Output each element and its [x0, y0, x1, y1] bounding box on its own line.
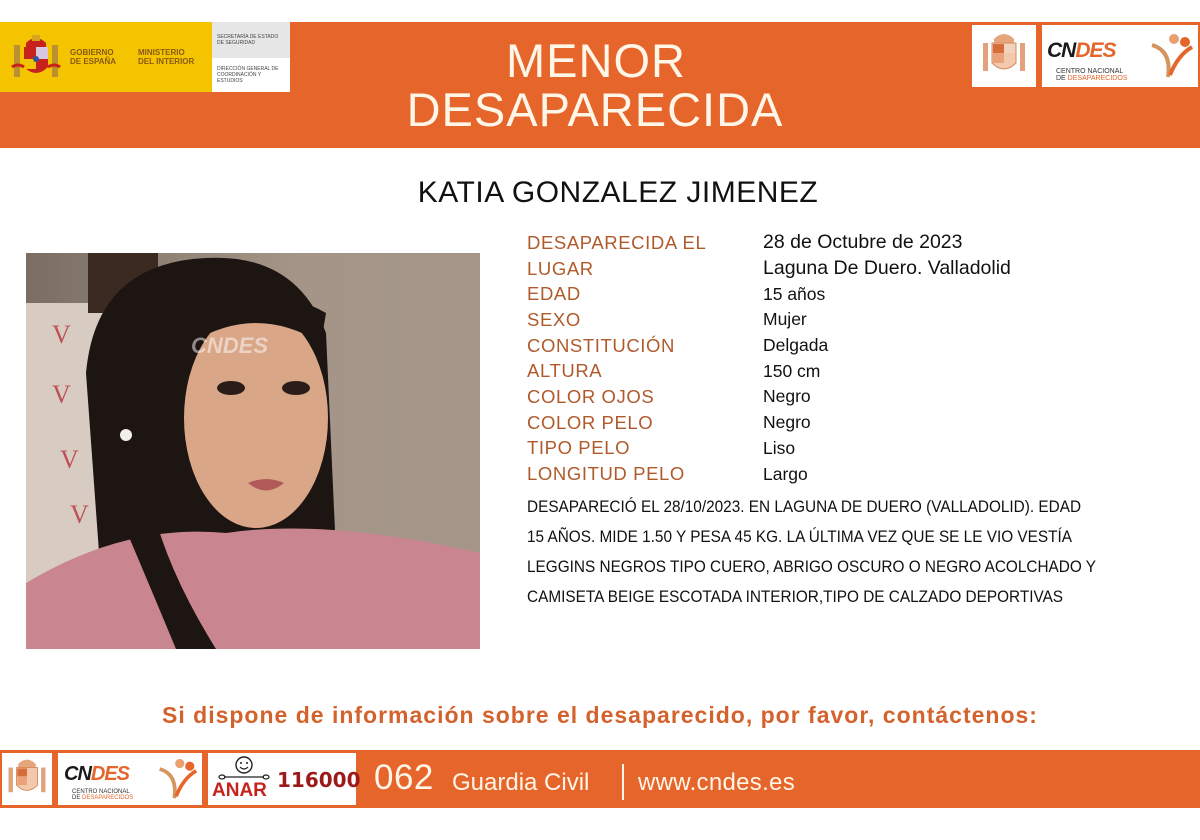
detail-row-age [527, 281, 1011, 307]
title-line-1: MENOR [506, 34, 686, 87]
footer-divider [622, 764, 624, 800]
detail-row-height [527, 358, 1011, 384]
cndes-logo [1042, 25, 1198, 87]
smiley-face-icon [216, 755, 272, 783]
detail-label: LUGAR [527, 257, 594, 279]
detail-label: SEXO [527, 308, 581, 330]
secretariat-text: SECRETARÍA DE ESTADO DE SEGURIDAD [212, 22, 290, 58]
detail-row-hair-color [527, 410, 1011, 436]
missing-person-photo [26, 253, 480, 649]
spain-coat-of-arms-icon [5, 755, 49, 803]
ministerio-text: MINISTERIO DEL INTERIOR [138, 48, 195, 66]
detail-value: Largo [763, 463, 808, 484]
phone-label: Guardia Civil [452, 769, 590, 796]
description-line: 15 AÑOS. MIDE 1.50 Y PESA 45 KG. LA ÚLTIMA VEZ QUE SE LE VIO VESTÍA [527, 528, 1072, 546]
footer-cndes-logo [58, 753, 202, 805]
anar-phone: 116000 [277, 768, 361, 792]
detail-label: DESAPARECIDA EL [527, 231, 707, 253]
detail-value: Negro [763, 386, 811, 407]
anar-label: ANAR [212, 780, 267, 801]
detail-row-build [527, 333, 1011, 359]
svg-text:CNDES: CNDES [191, 333, 269, 358]
secretariat-box [212, 22, 290, 92]
emergency-phone: 062 [374, 758, 434, 797]
description-line: DESAPARECIÓ EL 28/10/2023. EN LAGUNA DE DUERO (VALLADOLID). EDAD [527, 498, 1082, 516]
svg-text:V: V [52, 380, 71, 409]
svg-text:V: V [52, 320, 71, 349]
detail-label: TIPO PELO [527, 437, 631, 459]
title-line-2: DESAPARECIDA [406, 83, 784, 136]
cndes-subtitle: CENTRO NACIONAL DE DESAPARECIDOS [1056, 68, 1128, 82]
poster-title [300, 36, 890, 134]
description-line: LEGGINS NEGROS TIPO CUERO, ABRIGO OSCURO O NEGRO ACOLCHADO Y [527, 558, 1097, 576]
detail-label: EDAD [527, 283, 581, 305]
cndes-subtitle: CENTRO NACIONAL DE DESAPARECIDOS [72, 789, 134, 801]
svg-text:V: V [70, 500, 89, 529]
detail-row-hair-length [527, 461, 1011, 487]
detail-label: COLOR OJOS [527, 385, 655, 407]
detail-value: Mujer [763, 309, 807, 330]
detail-value: Laguna De Duero. Valladolid [763, 257, 1011, 280]
spain-coat-of-arms-icon [8, 29, 64, 85]
missing-person-name: KATIA GONZALEZ JIMENEZ [417, 176, 819, 209]
detail-label: LONGITUD PELO [527, 463, 685, 485]
directorate-text: DIRECCIÓN GENERAL DE COORDINACIÓN Y ESTUDIOS [217, 66, 279, 84]
details-table [527, 230, 1011, 487]
detail-row-sex [527, 307, 1011, 333]
anar-logo [208, 753, 361, 805]
detail-value: 15 años [763, 283, 826, 304]
svg-text:V: V [60, 445, 79, 474]
footer-crest-box [2, 753, 52, 805]
cndes-wordmark: CNDES [64, 763, 130, 785]
detail-row-hair-type [527, 436, 1011, 462]
detail-label: CONSTITUCIÓN [527, 334, 676, 356]
website-link[interactable]: www.cndes.es [638, 769, 795, 796]
contact-prompt: Si dispone de información sobre el desaparecido, por favor, contáctenos: [162, 702, 1038, 728]
detail-value: Delgada [763, 335, 829, 356]
detail-row-place [527, 256, 1011, 282]
spain-coat-of-arms-icon [979, 29, 1029, 83]
description-line: CAMISETA BEIGE ESCOTADA INTERIOR,TIPO DE CALZADO DEPORTIVAS [527, 588, 1064, 606]
detail-value: 150 cm [763, 360, 821, 381]
detail-value: Liso [763, 437, 796, 458]
detail-value: Negro [763, 412, 811, 433]
cndes-wordmark: CNDES [1047, 39, 1116, 62]
detail-value: 28 de Octubre de 2023 [763, 231, 963, 254]
detail-label: ALTURA [527, 360, 603, 382]
gobierno-text: GOBIERNO DE ESPAÑA [70, 48, 117, 66]
cndes-figures-icon [156, 756, 198, 802]
portrait-image [26, 253, 480, 649]
description-text [527, 492, 1178, 612]
detail-row-date [527, 230, 1011, 256]
detail-row-eye-color [527, 384, 1011, 410]
cndes-figures-icon [1148, 31, 1194, 81]
crest-logo-box [972, 25, 1036, 87]
government-logo [0, 22, 212, 92]
detail-label: COLOR PELO [527, 411, 654, 433]
